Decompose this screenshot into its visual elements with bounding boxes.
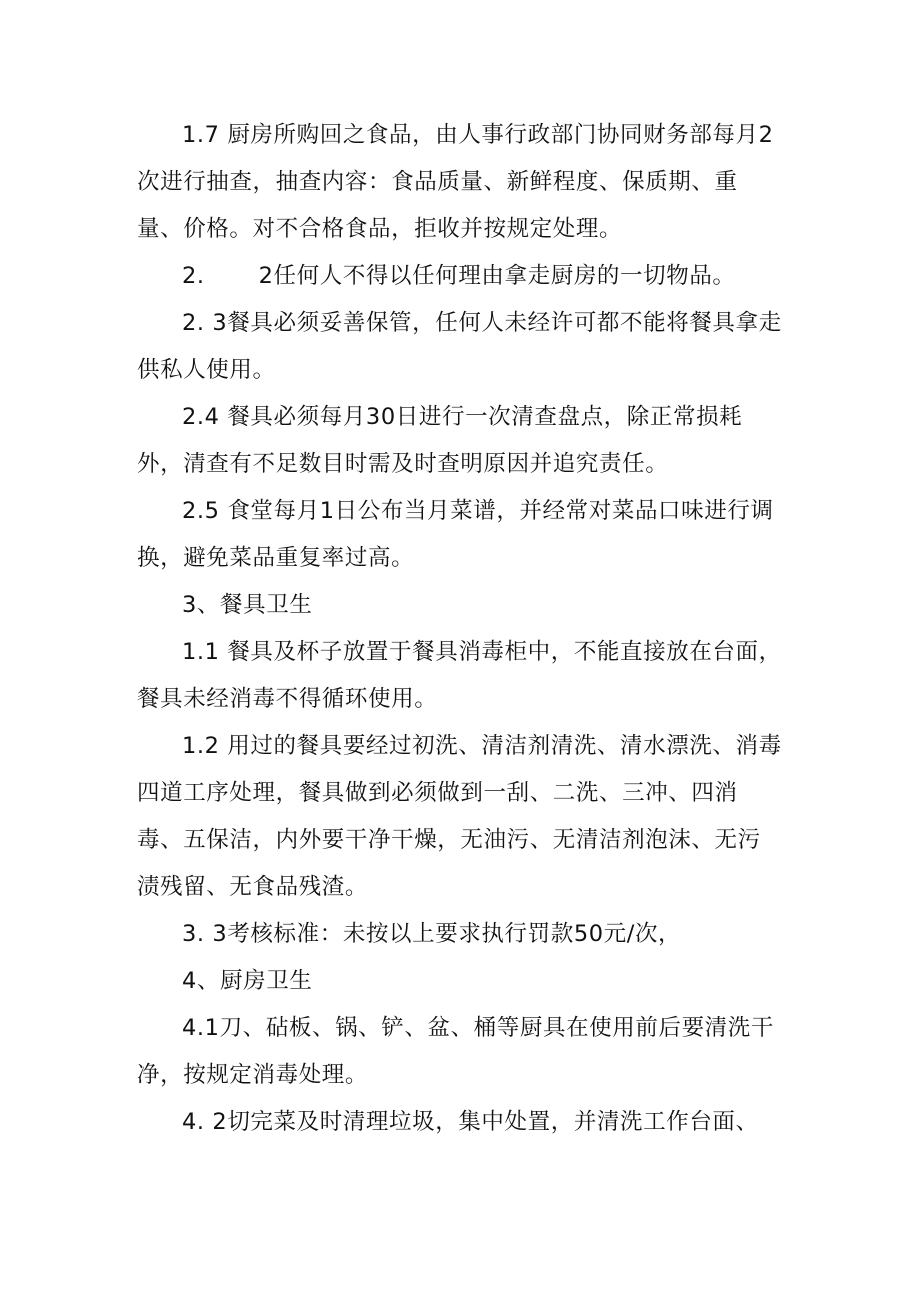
paragraph-1-1: 1.1 餐具及杯子放置于餐具消毒柜中，不能直接放在台面，餐具未经消毒不得循环使用。 (137, 639, 782, 712)
paragraph-4-2: 4. 2切完菜及时清理垃圾，集中处置，并清洗工作台面、 (182, 1109, 759, 1135)
document-body (137, 112, 783, 1146)
section-heading-kitchen-hygiene: 4、厨房卫生 (182, 968, 313, 994)
paragraph-1-2: 1.2 用过的餐具要经过初洗、清洁剂清洗、清水漂洗、消毒四道工序处理，餐具做到必须做到一刮、二洗、三冲、四消毒、五保洁，内外要干净干燥，无油污、无清洁剂泡沫、无污渍残留、无食品残渣。 (137, 733, 782, 900)
section-heading-tableware-hygiene: 3、餐具卫生 (182, 592, 313, 618)
paragraph-2-4: 2.4 餐具必须每月30日进行一次清查盘点，除正常损耗外，清查有不足数目时需及时查明原因并追究责任。 (137, 404, 743, 477)
paragraph-2-3: 2. 3餐具必须妥善保管，任何人未经许可都不能将餐具拿走供私人使用。 (137, 310, 782, 383)
paragraph-1-7: 1.7 厨房所购回之食品，由人事行政部门协同财务部每月2次进行抽查，抽查内容：食品质量、新鲜程度、保质期、重量、价格。对不合格食品，拒收并按规定处理。 (137, 122, 774, 242)
paragraph-2-2: 2. 2任何人不得以任何理由拿走厨房的一切物品。 (182, 263, 736, 289)
paragraph-3-3: 3. 3考核标准：未按以上要求执行罚款50元/次， (182, 921, 682, 947)
paragraph-2-5: 2.5 食堂每月1日公布当月菜谱，并经常对菜品口味进行调换，避免菜品重复率过高。 (137, 498, 774, 571)
paragraph-4-1: 4.1刀、砧板、锅、铲、盆、桶等厨具在使用前后要清洗干净，按规定消毒处理。 (137, 1015, 774, 1088)
